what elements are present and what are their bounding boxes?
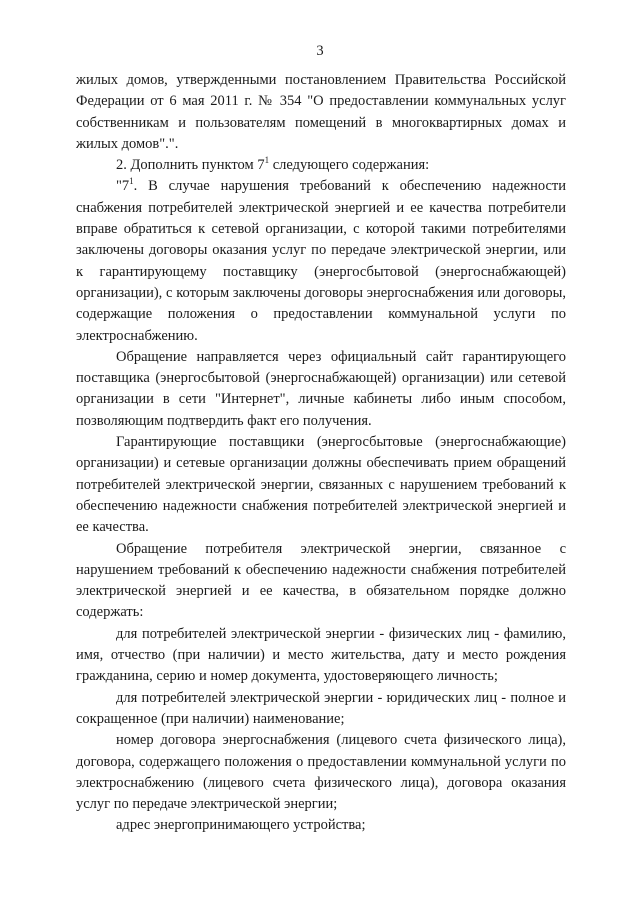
paragraph: Гарантирующие поставщики (энергосбытовые (энергоснабжающие) организации) и сетевые организации должны обеспечивать прием обращений потребителей электрической энергии, связанных с нарушением требований к обеспечению надежности снабжения потребителей электрической энергией и ее качества. (76, 434, 566, 536)
paragraph: для потребителей электрической энергии - физических лиц - фамилию, имя, отчество (при наличии) и место жительства, дату и место рождения гражданина, серию и номер документа, удостоверяющего личность; (76, 625, 566, 685)
document-body (76, 70, 566, 837)
paragraph: номер договора энергоснабжения (лицевого счета физического лица), договора, содержащего положения о предоставлении коммунальной услуги по электроснабжению (лицевого счета физического лица), договора оказания услуг по передаче электрической энергии; (76, 732, 566, 813)
paragraph: Обращение направляется через официальный сайт гарантирующего поставщика (энергосбытовой (энергоснабжающей) организации) или сетевой организации в сети "Интернет", личные кабинеты либо иным способом, позволяющим подтвердить факт его получения. (76, 348, 566, 429)
paragraph: 2. Дополнить пунктом $7^1$ следующего содержания: (116, 155, 430, 174)
paragraph: адрес энергопринимающего устройства; (116, 817, 366, 834)
page-number: 3 (316, 43, 324, 59)
superscript: 1 (129, 176, 134, 187)
paragraph: Обращение потребителя электрической энергии, связанное с нарушением требований к обеспечению надежности снабжения потребителей электрической энергией и ее качества, в обязательном порядке должно содержать: (76, 540, 566, 621)
superscript: 1 (264, 155, 270, 166)
paragraph: жилых домов, утвержденными постановлением Правительства Российской Федерации от 6 мая 2011 г. № 354 "О предоставлении коммунальных услуг собственникам и пользователям помещений в многоквартирных домах и жилых домов".". (76, 72, 566, 152)
paragraph: для потребителей электрической энергии - юридических лиц - полное и сокращенное (при наличии) наименование; (76, 689, 566, 727)
paragraph: "$7^1$. В случае нарушения требований к обеспечению надежности снабжения потребителей электрической энергией и ее качества потребители вправе обратиться к сетевой организации, с которой такими потребителями заключены договоры оказания услуг по передаче электрической энергии, или к гарантирующему поставщику (энергосбытовой (энергоснабжающей) организации), с которым заключены договоры энергоснабжения или договоры, содержащие положения о предоставлении коммунальной услуги по электроснабжению. (76, 176, 566, 344)
